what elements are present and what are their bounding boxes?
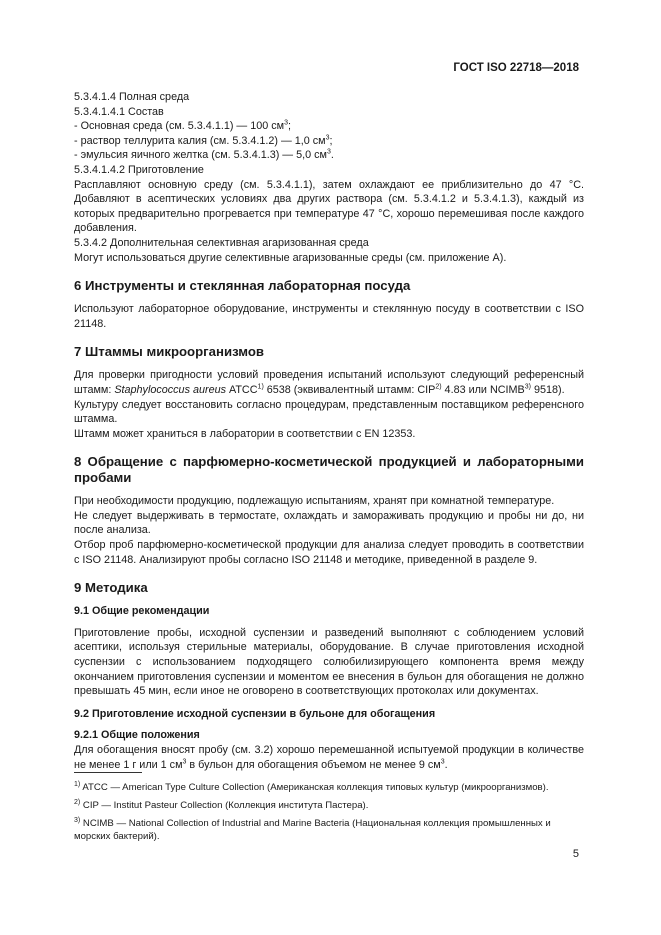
footnote-2: $^{2)}$ CIP — Institut Pasteur Collection (Коллекция института Пастера). (74, 798, 369, 811)
subsection-9-1-heading: 9.1 Общие рекомендации (74, 605, 210, 618)
list-item: - раствор теллурита калия (см. 5.3.4.1.2) — 1,0 $см^3$; (74, 134, 333, 147)
paragraph: Приготовление пробы, исходной суспензии и разведений выполняют с соблюдением условий асептики, используя стерильные материалы, оборудование. В случае приготовления исходной суспензии с использованием подходящего солюбилизирующего компонента время между окончанием приготовления суспензии и моментом ее внесения в бульон для обогащения не должно превышать 45 мин, если иное не оговорено в соответствующих протоколах или документах. (74, 626, 584, 698)
subsection-9-2-1-heading: 9.2.1 Общие положения (74, 729, 200, 742)
paragraph: Могут использоваться другие селективные агаризованные среды (см. приложение А). (74, 251, 507, 264)
footnote-separator (74, 772, 142, 773)
clause-5-3-4-1-4-1: 5.3.4.1.4.1 Состав (74, 105, 164, 118)
paragraph: Отбор проб парфюмерно-косметической продукции для анализа следует проводить в соответствии с ISO 21148. Анализируют пробы согласно ISO 21148 и методике, приведенной в разделе 9. (74, 539, 584, 566)
section-9-heading: 9 Методика (74, 580, 148, 596)
paragraph: Культуру следует восстановить согласно процедурам, представленным поставщиком референсного штамма. (74, 398, 584, 426)
section-8-heading: 8 Обращение с парфюмерно-косметической продукцией и лабораторными пробами (74, 454, 584, 486)
footnote-1: $^{1)}$ ATCC — American Type Culture Collection (Американская коллекция типовых культур (микроорганизмов). (74, 780, 549, 793)
paragraph: Расплавляют основную среду (см. 5.3.4.1.1), затем охлаждают ее приблизительно до 47 °С. Добавляют в асептических условиях два других раствора (см. 5.3.4.1.2 и 5.3.4.1.3), каждый из которых предварительно прогревается при температуре 47 °С, хорошо перемешивая после каждого добавления. (74, 178, 584, 235)
section-6-heading: 6 Инструменты и стеклянная лабораторная посуда (74, 278, 411, 294)
paragraph: Для проверки пригодности условий проведения испытаний используют следующий референсный штамм: Staphylococcus aureus АТСС$^{1)}$ 6538 (эквивалентный штамм: CIP$^{2)}$ 4.83 или NCIMB$^{3)}$ 9518). (74, 369, 584, 396)
list-item: - эмульсия яичного желтка (см. 5.3.4.1.3) — 5,0 $см^3$. (74, 148, 334, 162)
main-content (74, 90, 584, 772)
section-7-heading: 7 Штаммы микроорганизмов (74, 344, 265, 360)
standard-header: ГОСТ ISO 22718—2018 (453, 62, 579, 74)
clause-5-3-4-1-4: 5.3.4.1.4 Полная среда (74, 91, 190, 103)
paragraph: Используют лабораторное оборудование, инструменты и стеклянную посуду в соответствии с ISO 21148. (74, 303, 584, 330)
paragraph: Для обогащения вносят пробу (см. 3.2) хорошо перемешанной испытуемой продукции в количестве не менее 1 г или 1 $см^3$ в бульон для обогащения объемом не менее 9 $см^3$. (74, 744, 584, 771)
paragraph: Не следует выдерживать в термостате, охлаждать и замораживать продукцию и пробы ни до, ни после анализа. (74, 509, 584, 537)
subsection-9-2-heading: 9.2 Приготовление исходной суспензии в бульоне для обогащения (74, 707, 436, 720)
clause-5-3-4-1-4-2: 5.3.4.1.4.2 Приготовление (74, 163, 204, 176)
list-item: - Основная среда (см. 5.3.4.1.1) — 100 $см^3$; (74, 119, 291, 133)
clause-5-3-4-2: 5.3.4.2 Дополнительная селективная агаризованная среда (74, 236, 369, 249)
page-number: 5 (572, 848, 579, 860)
paragraph: Штамм может храниться в лаборатории в соответствии с EN 12353. (74, 427, 416, 440)
paragraph: При необходимости продукцию, подлежащую испытаниям, хранят при комнатной температуре. (74, 495, 555, 508)
footnote-3: $^{3)}$ NCIMB — National Collection of Industrial and Marine Bacteria (Национальная коллекция промышленных и морских бактерий). (74, 816, 551, 842)
